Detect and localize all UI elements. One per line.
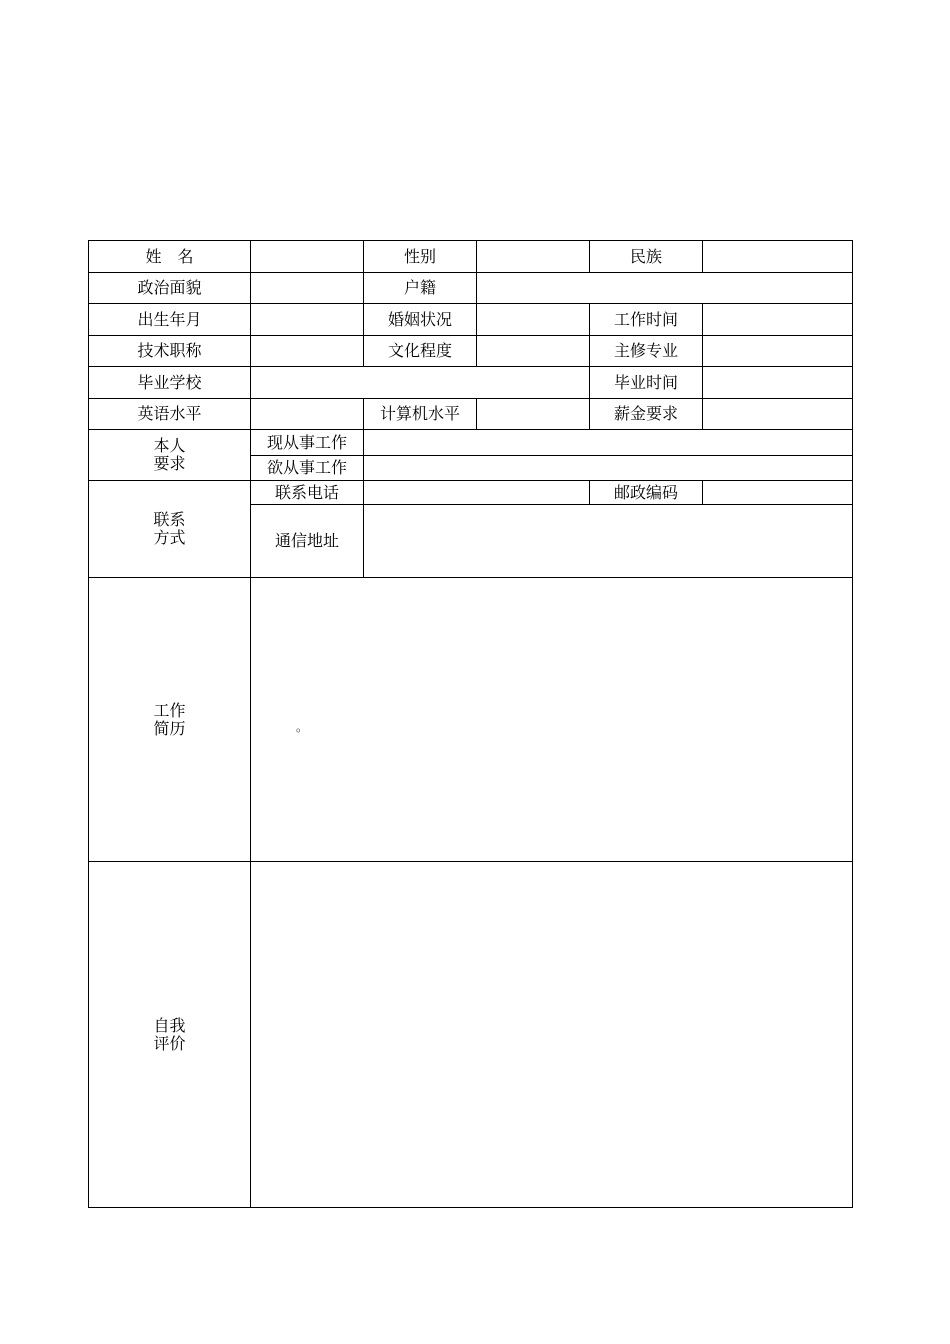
name-label: 姓 名 bbox=[89, 241, 251, 273]
salary-requirement-field[interactable] bbox=[703, 399, 853, 430]
education-level-label: 文化程度 bbox=[364, 336, 477, 367]
english-level-label: 英语水平 bbox=[89, 399, 251, 430]
marital-status-label: 婚姻状况 bbox=[364, 304, 477, 336]
work-history-field[interactable] bbox=[251, 578, 853, 862]
phone-field[interactable] bbox=[364, 481, 590, 505]
graduation-time-label: 毕业时间 bbox=[590, 367, 703, 399]
marital-status-field[interactable] bbox=[477, 304, 590, 336]
birth-date-field[interactable] bbox=[251, 304, 364, 336]
contact-line-1: 联系 bbox=[153, 510, 186, 530]
self-evaluation-line-2: 评价 bbox=[153, 1033, 186, 1053]
work-history-period-mark: 。 bbox=[296, 720, 309, 734]
household-registration-label: 户籍 bbox=[364, 273, 477, 304]
current-work-field[interactable] bbox=[364, 430, 853, 456]
technical-title-label: 技术职称 bbox=[89, 336, 251, 367]
work-history-line-2: 简历 bbox=[153, 718, 186, 738]
gender-field[interactable] bbox=[477, 241, 590, 273]
current-work-label: 现从事工作 bbox=[251, 430, 364, 456]
computer-level-label: 计算机水平 bbox=[364, 399, 477, 430]
computer-level-field[interactable] bbox=[477, 399, 590, 430]
work-start-field[interactable] bbox=[703, 304, 853, 336]
ethnicity-label: 民族 bbox=[590, 241, 703, 273]
mailing-address-field[interactable] bbox=[364, 505, 853, 578]
work-history-line-1: 工作 bbox=[153, 700, 186, 720]
mailing-address-label: 通信地址 bbox=[251, 505, 364, 578]
desired-work-label: 欲从事工作 bbox=[251, 456, 364, 481]
work-start-label: 工作时间 bbox=[590, 304, 703, 336]
desired-work-field[interactable] bbox=[364, 456, 853, 481]
phone-label: 联系电话 bbox=[251, 481, 364, 505]
political-status-field[interactable] bbox=[251, 273, 364, 304]
gender-label: 性别 bbox=[364, 241, 477, 273]
graduated-school-label: 毕业学校 bbox=[89, 367, 251, 399]
contact-line-2: 方式 bbox=[153, 528, 186, 547]
work-history-label bbox=[89, 578, 251, 862]
personal-requirements-line-1: 本人 bbox=[153, 436, 186, 456]
name-field[interactable] bbox=[251, 241, 364, 273]
self-evaluation-line-1: 自我 bbox=[153, 1015, 186, 1035]
major-field[interactable] bbox=[703, 336, 853, 367]
self-evaluation-field[interactable] bbox=[251, 862, 853, 1208]
graduated-school-field[interactable] bbox=[251, 367, 590, 399]
self-evaluation-label bbox=[89, 862, 251, 1208]
personal-requirements-line-2: 要求 bbox=[153, 454, 186, 473]
household-registration-field[interactable] bbox=[477, 273, 853, 304]
resume-form-table bbox=[88, 240, 853, 1208]
salary-requirement-label: 薪金要求 bbox=[590, 399, 703, 430]
education-level-field[interactable] bbox=[477, 336, 590, 367]
ethnicity-field[interactable] bbox=[703, 241, 853, 273]
birth-date-label: 出生年月 bbox=[89, 304, 251, 336]
technical-title-field[interactable] bbox=[251, 336, 364, 367]
personal-requirements-label bbox=[89, 430, 251, 481]
english-level-field[interactable] bbox=[251, 399, 364, 430]
contact-label bbox=[89, 481, 251, 578]
postal-code-field[interactable] bbox=[703, 481, 853, 505]
postal-code-label: 邮政编码 bbox=[590, 481, 703, 505]
major-label: 主修专业 bbox=[590, 336, 703, 367]
graduation-time-field[interactable] bbox=[703, 367, 853, 399]
political-status-label: 政治面貌 bbox=[89, 273, 251, 304]
